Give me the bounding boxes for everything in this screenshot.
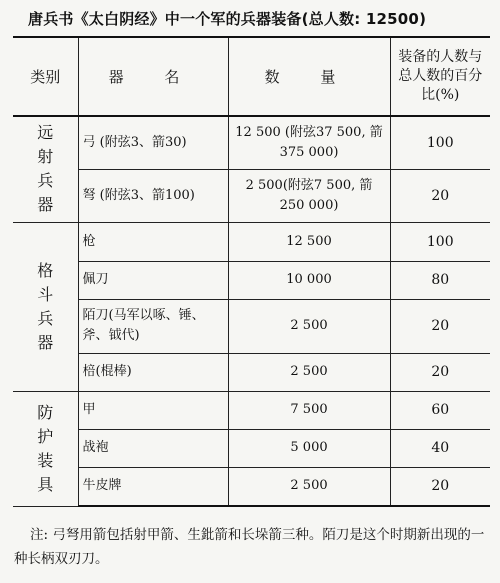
weapon-quantity: 2 500 [228, 467, 390, 506]
weapon-quantity: 7 500 [228, 391, 390, 429]
table-row [13, 222, 490, 261]
weapon-quantity: 12 500 (附弦37 500, 箭 375 000) [228, 116, 390, 169]
weapon-name: 佩刀 [78, 261, 228, 299]
weapon-percent: 40 [390, 429, 490, 467]
weapon-name: 弩 (附弦3、箭100) [78, 169, 228, 222]
weapon-name: 棓(棍棒) [78, 353, 228, 391]
weapon-quantity: 10 000 [228, 261, 390, 299]
weapon-percent: 20 [390, 299, 490, 353]
weapons-table [13, 36, 490, 507]
category-cell [13, 391, 78, 506]
weapon-percent: 80 [390, 261, 490, 299]
weapon-name: 甲 [78, 391, 228, 429]
header-category: 类别 [13, 37, 78, 116]
category-label: 远射兵器 [37, 123, 54, 215]
weapon-percent: 60 [390, 391, 490, 429]
table-row [13, 391, 490, 429]
table-row [13, 261, 490, 299]
weapon-name: 弓 (附弦3、箭30) [78, 116, 228, 169]
weapon-name: 陌刀(马军以啄、锤、斧、钺代) [78, 299, 228, 353]
table-row [13, 467, 490, 506]
weapon-percent: 20 [390, 353, 490, 391]
weapon-name: 战袍 [78, 429, 228, 467]
table-note: 注: 弓弩用箭包括射甲箭、生鈚箭和长垛箭三种。陌刀是这个时期新出现的一种长柄双刃刀。 [14, 527, 485, 567]
weapon-percent: 20 [390, 467, 490, 506]
table-title: 唐兵书《太白阴经》中一个军的兵器装备(总人数: 12500) [28, 10, 427, 28]
weapon-percent: 100 [390, 116, 490, 169]
table-header-row [13, 37, 490, 116]
weapon-quantity: 2 500 [228, 299, 390, 353]
weapon-quantity: 2 500(附弦7 500, 箭 250 000) [228, 169, 390, 222]
table-row [13, 169, 490, 222]
weapon-quantity: 5 000 [228, 429, 390, 467]
weapon-name: 枪 [78, 222, 228, 261]
table-row [13, 116, 490, 169]
weapon-percent: 100 [390, 222, 490, 261]
category-label: 防护装具 [37, 402, 54, 494]
weapon-name: 牛皮牌 [78, 467, 228, 506]
table-row [13, 429, 490, 467]
header-percent: 装备的人数与总人数的百分比(%) [390, 37, 490, 116]
weapon-quantity: 2 500 [228, 353, 390, 391]
category-cell [13, 222, 78, 391]
weapon-percent: 20 [390, 169, 490, 222]
weapon-quantity: 12 500 [228, 222, 390, 261]
header-quantity: 数 量 [228, 37, 390, 116]
category-cell [13, 116, 78, 222]
header-name: 器 名 [78, 37, 228, 116]
category-label: 格斗兵器 [37, 260, 54, 352]
table-row [13, 299, 490, 353]
table-row [13, 353, 490, 391]
